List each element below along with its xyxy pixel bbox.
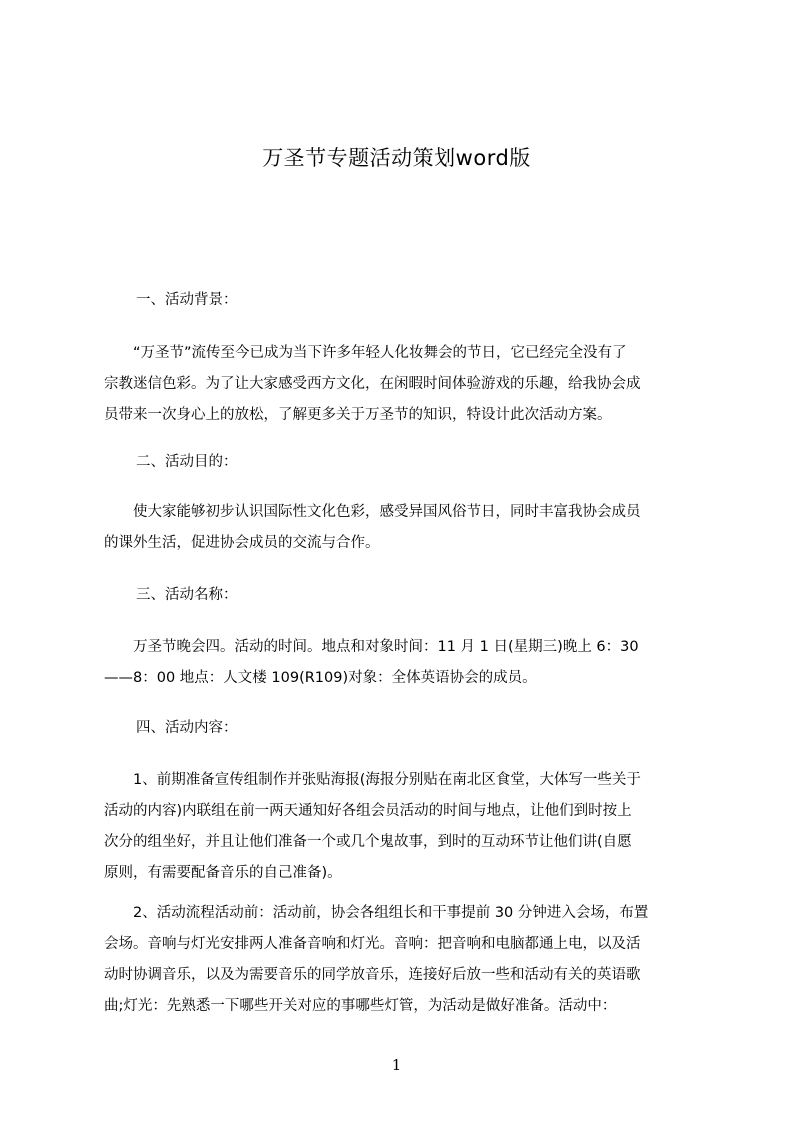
paragraph-line: 曲;灯光：先熟悉一下哪些开关对应的事哪些灯管，为活动是做好准备。活动中： [104,998,617,1014]
paragraph-line: 宗教迷信色彩。为了让大家感受西方文化，在闲暇时间体验游戏的乐趣，给我协会成 [104,376,641,392]
section-paragraph-name [104,632,704,694]
section-paragraph-content-2 [104,898,704,1022]
section-paragraph-content-1 [104,765,704,889]
section-heading-name: 三、活动名称： [136,587,238,603]
document-title: 万圣节专题活动策划word版 [262,146,531,170]
paragraph-line: 的课外生活，促进协会成员的交流与合作。 [104,535,380,551]
paragraph-line: 次分的组坐好，并且让他们准备一个或几个鬼故事，到时的互动环节让他们讲(自愿 [104,834,632,850]
paragraph-line: 万圣节晚会四。活动的时间。地点和对象时间：11 月 1 日(星期三)晚上 6：30 [104,639,639,655]
section-paragraph-purpose [104,497,704,559]
page-number: 1 [391,1056,402,1074]
paragraph-line: 1、前期准备宣传组制作并张贴海报(海报分别贴在南北区食堂，大体写一些关于 [104,772,641,788]
paragraph-line: 动时协调音乐，以及为需要音乐的同学放音乐，连接好后放一些和活动有关的英语歌 [104,967,641,983]
paragraph-line: 会场。音响与灯光安排两人准备音响和灯光。音响：把音响和电脑都通上电，以及活 [104,936,641,952]
paragraph-line: 活动的内容)内联组在前一两天通知好各组会员活动的时间与地点，让他们到时按上 [104,803,632,819]
paragraph-line: 原则，有需要配备音乐的自己准备)。 [104,865,342,881]
section-heading-purpose: 二、活动目的： [136,454,238,470]
paragraph-line: 2、活动流程活动前：活动前，协会各组组长和干事提前 30 分钟进入会场，布置 [104,905,649,921]
section-heading-background: 一、活动背景： [136,292,238,308]
paragraph-line: “万圣节”流传至今已成为当下许多年轻人化妆舞会的节日，它已经完全没有了 [104,345,627,361]
paragraph-line: 使大家能够初步认识国际性文化色彩，感受异国风俗节日，同时丰富我协会成员 [104,504,641,520]
paragraph-line: 员带来一次身心上的放松，了解更多关于万圣节的知识，特设计此次活动方案。 [104,407,612,423]
section-heading-content: 四、活动内容： [136,720,238,736]
paragraph-line: ——8：00 地点：人文楼 109(R109)对象：全体英语协会的成员。 [104,670,537,686]
section-paragraph-background [104,338,704,431]
